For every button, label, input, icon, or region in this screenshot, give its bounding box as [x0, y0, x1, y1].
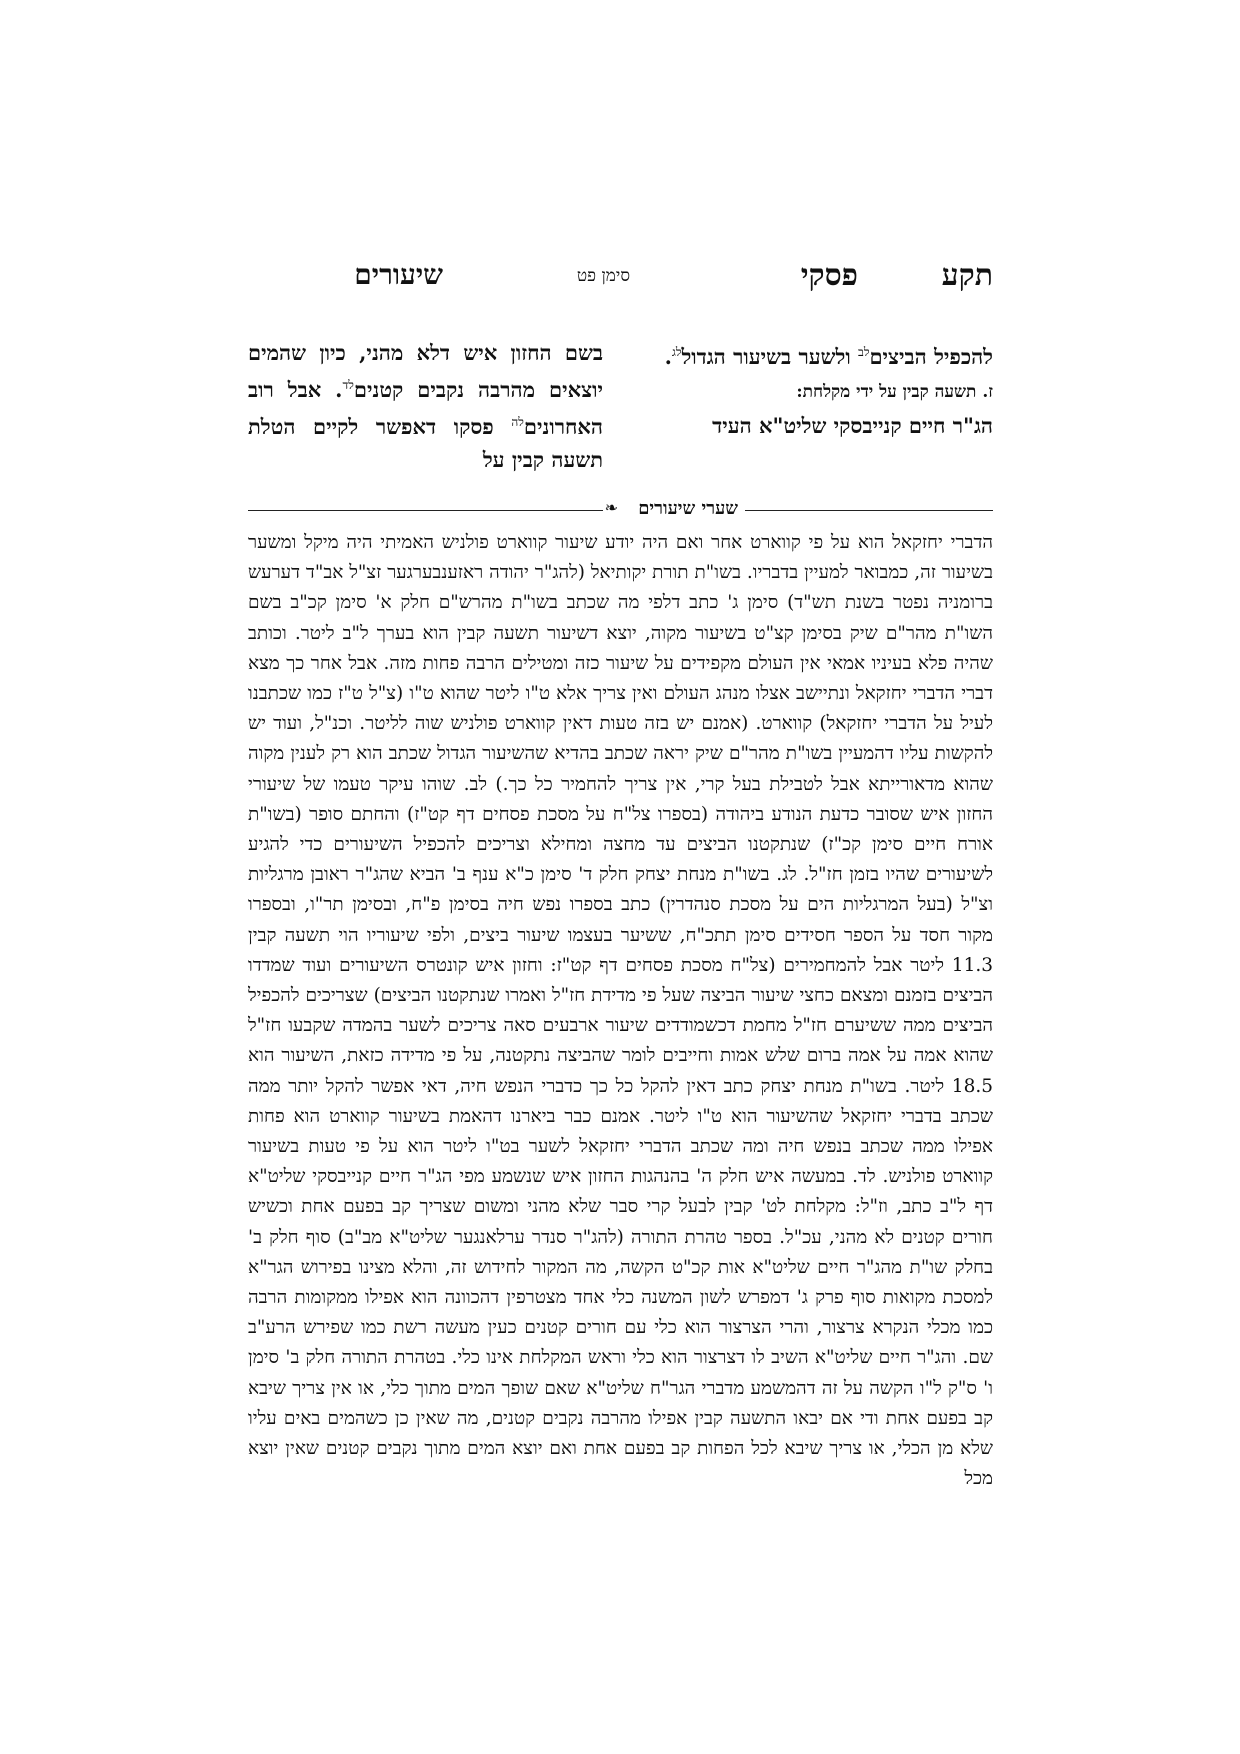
divider-rule: [248, 510, 603, 511]
divider-rule: [745, 510, 993, 511]
main-column-right: [638, 336, 993, 442]
running-book-title: פסקי: [800, 258, 858, 293]
footnote-ref: לה: [511, 415, 524, 429]
footnote-ref: לד: [342, 378, 354, 392]
running-subject-title: שיעורים: [354, 258, 443, 291]
main-column-left: [248, 336, 603, 476]
page-number: תקע: [941, 258, 993, 293]
footnotes-area: [248, 528, 993, 1508]
section-heading: ז. תשעה קבין על ידי מקלחת:: [796, 382, 993, 402]
main-paragraph: בשם החזון איש דלא מהני, כיון שהמים יוצאים מהרבה נקבים קטנים$^{לד}$. אבל רוב האחרונים$^{לה}$ פסקו דאפשר לקיים הטלת תשעה קבין על: [248, 340, 603, 472]
notes-divider: [248, 498, 993, 524]
footnote-ref: לג: [671, 345, 682, 359]
footnotes-text: הדברי יחזקאל הוא על פי קווארט אחר ואם היה יודע שיעור קווארט פולניש האמיתי היה מיקל ומשער בשיעור זה, כמבואר למעיין בדבריו. בשו"ת תורת יקותיאל (להג"ר יהודה ראזענבערגער זצ"ל אב"ד דערעש ברומניה נפטר בשנת תש"ד) סימן ג' כתב דלפי מה שכתב בשו"ת מהרש"ם חלק א' סימן קכ"ב בשם השו"ת מהר"ם שיק בסימן קצ"ט בשיעור מקוה, יוצא דשיעור תשעה קבין הוא בערך ל"ב ליטר. וכותב שהיה פלא בעיניו אמאי אין העולם מקפידים על שיעור כזה ומטילים הרבה פחות מזה. אבל אחר כך מצא דברי הדברי יחזקאל ונתיישב אצלו מנהג העולם ואין צריך אלא ט"ו ליטר שהוא ט"ו (צ"ל ט"ז כמו שכתבנו לעיל על הדברי יחזקאל) קווארט. (אמנם יש בזה טעות דאין קווארט פולניש שוה לליטר. וכנ"ל, ועוד יש להקשות עליו דהמעיין בשו"ת מהר"ם שיק יראה שכתב בהדיא שהשיעור הגדול שכתב הוא רק לענין מקוה שהוא מדאורייתא אבל לטבילת בעל קרי, אין צריך להחמיר כל כך.) לב. שוהו עיקר טעמו של שיעורי החזון איש שסובר כדעת הנודע ביהודה (בספרו צל"ח על מסכת פסחים דף קט"ז) והחתם סופר (בשו"ת אורח חיים סימן קכ"ז) שנתקטנו הביצים עד מחצה ומחילא וצריכים להכפיל השיעורים כדי להגיע לשיעורים שהיו בזמן חז"ל. לג. בשו"ת מנחת יצחק חלק ד' סימן כ"א ענף ב' הביא שהג"ר ראובן מרגליות וצ"ל (בעל המרגליות הים על מסכת סנהדרין) כתב בספרו נפש חיה בסימן פ"ח, ובסימן תר"ו, ובספרו מקור חסד על הספר חסידים סימן תתכ"ח, ששיער בעצמו שיעור ביצים, ולפי שיעוריו הוי תשעה קבין 11.3 ליטר אבל להמחמירים (צל"ח מסכת פסחים דף קט"ז: וחזון איש קונטרס השיעורים ועוד שמדדו הביצים בזמנם ומצאם כחצי שיעור הביצה שעל פי מדידת חז"ל ואמרו שנתקטנו הביצים) שצריכים להכפיל הביצים ממה ששיערם חז"ל מחמת דכשמודדים שיעור ארבעים סאה צריכים לשער בהמדה שקבעו חז"ל שהוא אמה על אמה ברום שלש אמות וחייבים לומר שהביצה נתקטנה, על פי מדידה כזאת, השיעור הוא 18.5 ליטר. בשו"ת מנחת יצחק כתב דאין להקל כל כך כדברי הנפש חיה, דאי אפשר להקל יותר ממה שכתב בדברי יחזקאל שהשיעור הוא ט"ו ליטר. אמנם כבר ביארנו דהאמת בשיעור קווארט הוא פחות אפילו ממה שכתב בנפש חיה ומה שכתב הדברי יחזקאל לשער בט"ו ליטר הוא על פי טעות בשיעור קווארט פולניש. לד. במעשה איש חלק ה' בהנהגות החזון איש שנשמע מפי הג"ר חיים קנייבסקי שליט"א דף ל"ב כתב, וז"ל: מקלחת לט' קבין לבעל קרי סבר שלא מהני ומשום שצריך קב בפעם אחת וכשיש חורים קטנים לא מהני, עכ"ל. בספר טהרת התורה (להג"ר סנדר ערלאנגער שליט"א מב"ב) סוף חלק ב' בחלק שו"ת מהג"ר חיים שליט"א אות קכ"ט הקשה, מה המקור לחידוש זה, והלא מצינו בפירוש הגר"א למסכת מקואות סוף פרק ג' דמפרש לשון המשנה כלי אחד מצטרפין דהכוונה הוא אפילו ממקומות הרבה כמו מכלי הנקרא צרצור, והרי הצרצור הוא כלי עם חורים קטנים כעין מעשה רשת כמו שפירש הרע"ב שם. והג"ר חיים שליט"א השיב לו דצרצור הוא כלי וראש המקלחת אינו כלי. בטהרת התורה חלק ב' סימן ו' ס"ק ל"ו הקשה על זה דהמשמע מדברי הגר"ח שליט"א שאם שופך המים מתוך כלי, או אין צריך שיבא קב בפעם אחת ודי אם יבאו התשעה קבין אפילו מהרבה נקבים קטנים, מה שאין כן כשהמים באים עליו שלא מן הכלי, או צריך שיבא לכל הפחות קב בפעם אחת ואם יוצא המים מתוך נקבים קטנים שאין יוצא מכל: [248, 532, 993, 1490]
main-paragraph: להכפיל הביצים$^{לב}$ ולשער בשיעור הגדול$^{לג}$.: [664, 344, 993, 369]
siman-label: סימן פט: [576, 266, 630, 286]
fleuron-icon: ❧: [604, 498, 618, 517]
main-paragraph: הג"ר חיים קנייבסקי שליט"א העיד: [712, 413, 993, 438]
main-text: [248, 336, 993, 486]
footnote-ref: לב: [858, 345, 870, 359]
notes-section-title: שערי שיעורים: [638, 498, 738, 519]
page-header: [248, 258, 993, 308]
